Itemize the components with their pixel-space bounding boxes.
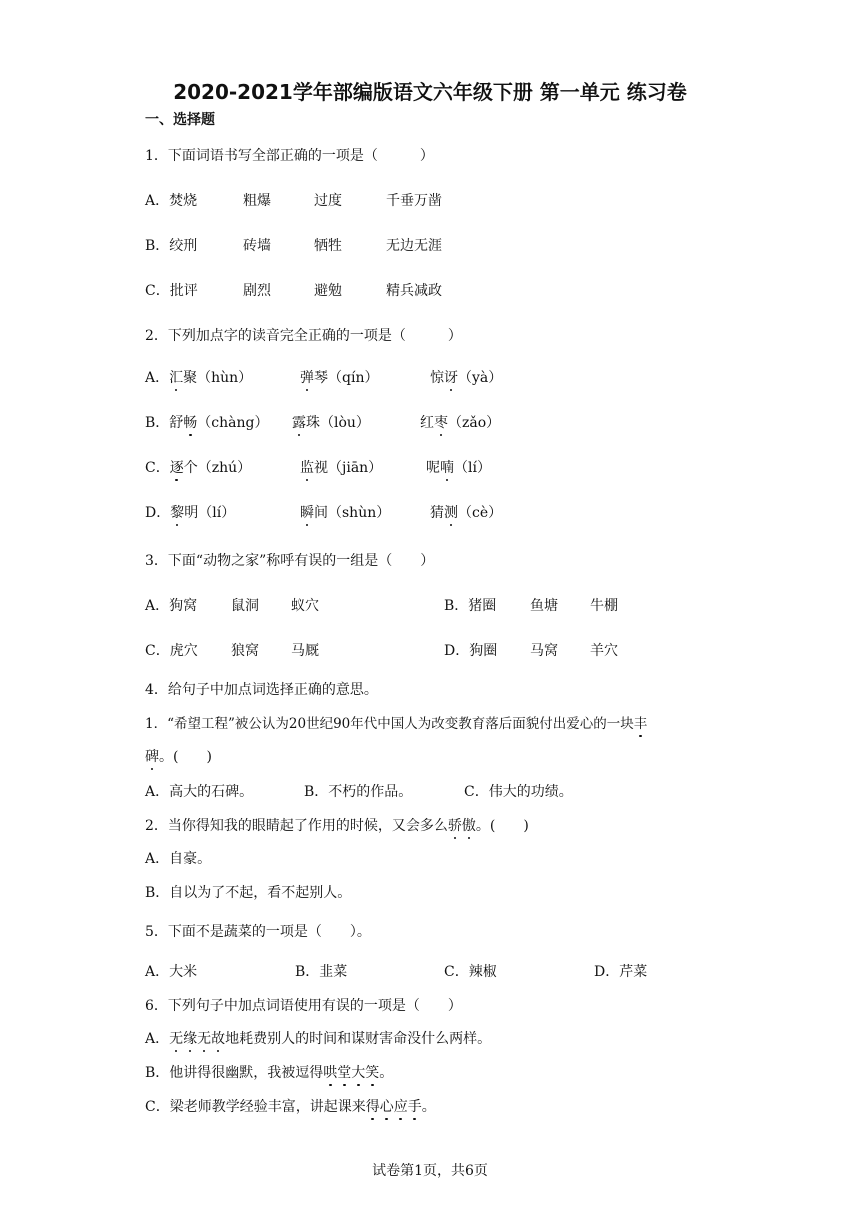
question-4-sentence-1: 1．“希望工程”被公认为20世纪90年代中国人为改变教育落后面貌付出爱心的一块丰	[145, 716, 648, 732]
dotted-char: 手	[407, 1099, 422, 1115]
question-4-sentence-1-cont: 碑。( )	[145, 749, 212, 765]
question-6-option-a: A．无缘无故地耗费别人的时间和谋财害命没什么两样。	[145, 1031, 492, 1047]
dotted-char: 监	[300, 460, 314, 476]
dotted-char: 黎	[170, 505, 185, 521]
dotted-char: 枣	[434, 415, 448, 431]
dotted-char: 碑	[145, 749, 159, 765]
question-4-sentence-2: 2．当你得知我的眼睛起了作用的时候，又会多么骄傲。( )	[145, 818, 529, 834]
dotted-char: 笑	[365, 1065, 380, 1081]
dotted-char: 逐	[169, 460, 184, 476]
section-heading: 一、选择题	[145, 112, 215, 128]
question-6-stem: 6．下列句子中加点词语使用有误的一项是（ ）	[145, 998, 462, 1014]
dotted-char: 骄	[447, 818, 462, 834]
page-footer: 试卷第1页，共6页	[372, 1163, 488, 1179]
question-4-sentence-2-option-a: A．自豪。	[145, 851, 212, 867]
dotted-char: 应	[393, 1099, 408, 1115]
dotted-char: 哄	[323, 1065, 338, 1081]
dotted-char: 无	[169, 1031, 184, 1047]
question-6-option-b: B．他讲得很幽默，我被逗得哄堂大笑。	[145, 1065, 394, 1081]
dotted-char: 讶	[444, 370, 458, 386]
dotted-char: 傲	[461, 818, 476, 834]
question-1-stem: 1．下面词语书写全部正确的一项是（ ）	[145, 148, 434, 164]
dotted-char: 瞬	[300, 505, 314, 521]
question-6-option-c: C．梁老师教学经验丰富，讲起课来得心应手。	[145, 1099, 436, 1115]
dotted-char: 测	[444, 505, 458, 521]
dotted-char: 大	[351, 1065, 366, 1081]
dotted-char: 无	[197, 1031, 212, 1047]
page-title: 2020-2021学年部编版语文六年级下册 第一单元 练习卷	[173, 80, 687, 104]
question-3-stem: 3．下面“动物之家”称呼有误的一组是（ ）	[145, 553, 435, 569]
dotted-char: 心	[379, 1099, 394, 1115]
dotted-char: 汇	[169, 370, 184, 386]
dotted-char: 故	[211, 1031, 226, 1047]
question-4-stem: 4．给句子中加点词选择正确的意思。	[145, 682, 378, 698]
dotted-char: 丰	[633, 716, 648, 732]
question-2-stem: 2．下列加点字的读音完全正确的一项是（ ）	[145, 328, 462, 344]
dotted-char: 得	[365, 1099, 380, 1115]
dotted-char: 弹	[300, 370, 314, 386]
dotted-char: 畅	[183, 415, 198, 431]
question-5-stem: 5．下面不是蔬菜的一项是（ ）。	[145, 924, 371, 940]
dotted-char: 喃	[440, 460, 454, 476]
dotted-char: 缘	[183, 1031, 198, 1047]
dotted-char: 露	[292, 415, 306, 431]
question-4-sentence-2-option-b: B．自以为了不起，看不起别人。	[145, 885, 352, 901]
dotted-char: 堂	[337, 1065, 352, 1081]
